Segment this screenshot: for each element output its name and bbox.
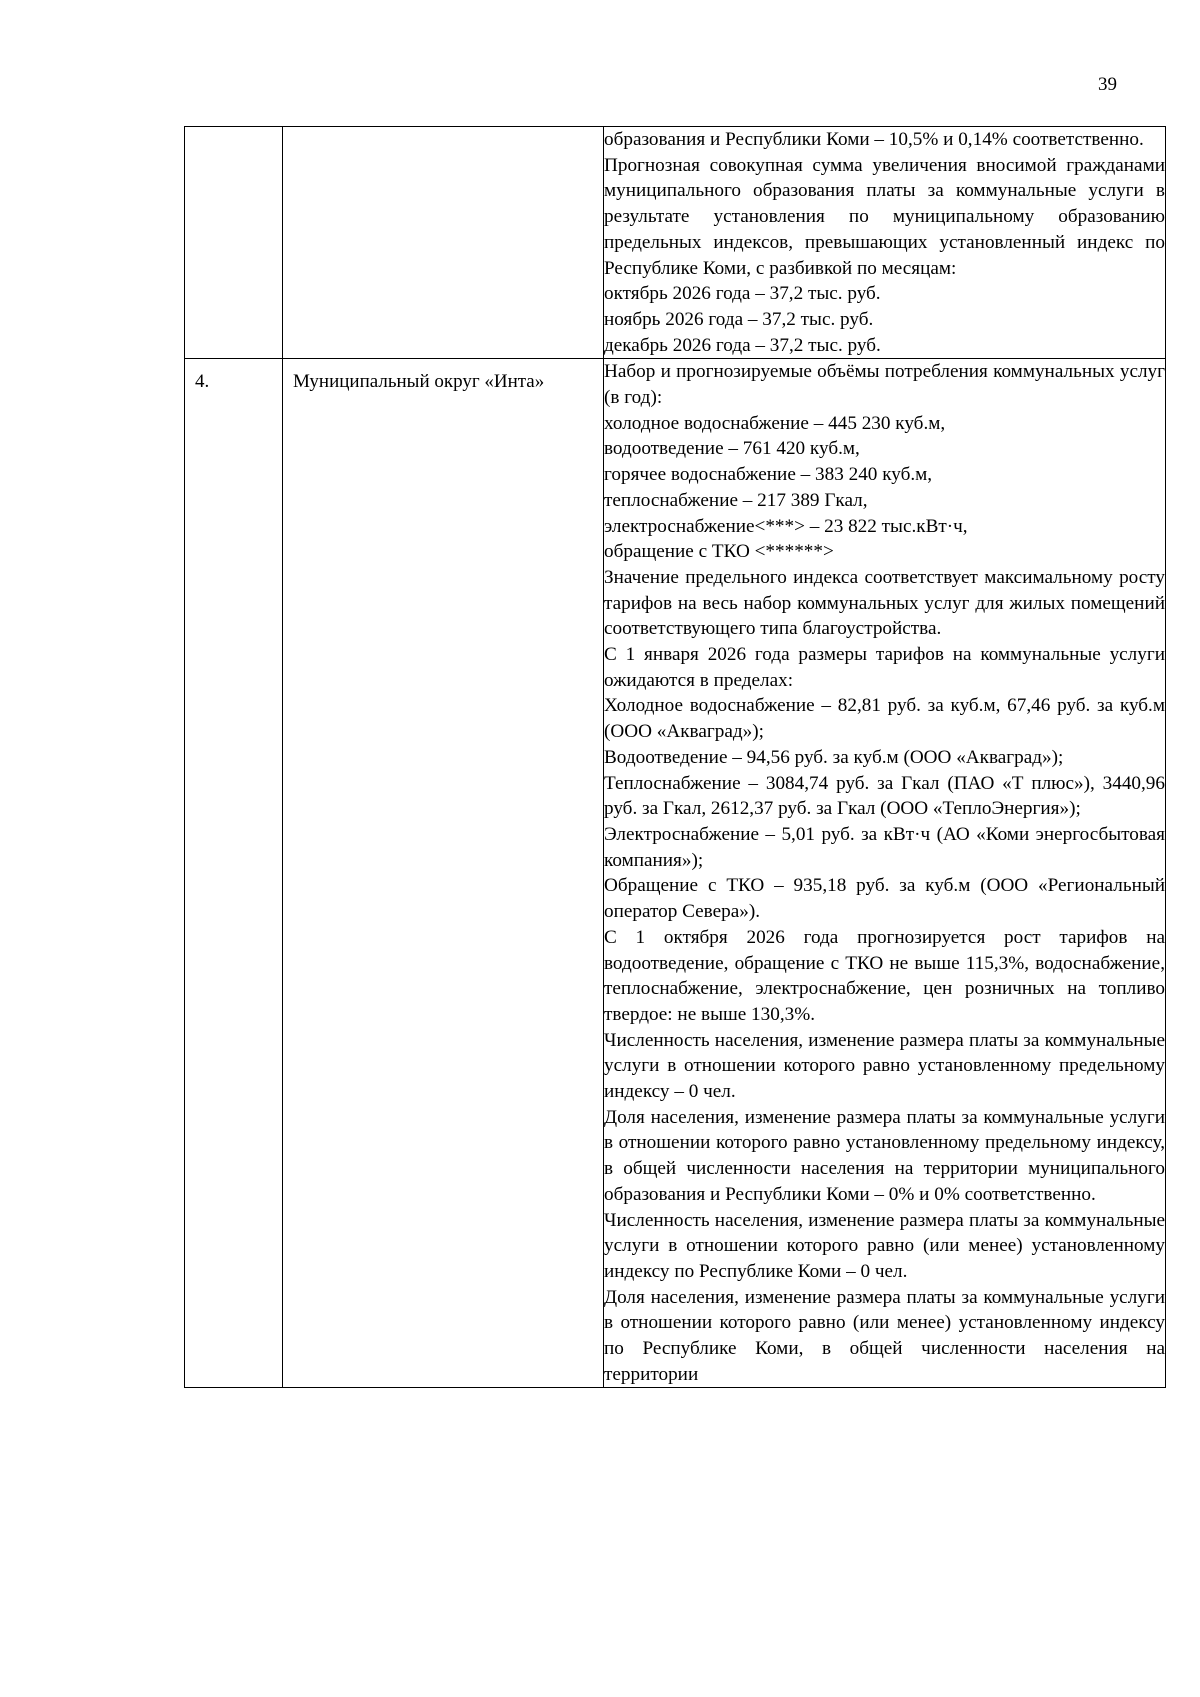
municipal-index-table [184,126,1166,1388]
description-cell [604,127,1166,359]
table-row [185,127,1166,359]
description-paragraph: Доля населения, изменение размера платы за коммунальные услуги в отношении которого равно установленному предельному индексу, в общей численности населения на территории муниципального образования и Республики Коми – 0% и 0% соответственно. [604,1106,1165,1205]
description-paragraph: Обращение с ТКО – 935,18 руб. за куб.м (ООО «Региональный оператор Севера»). [604,875,1165,923]
municipality-name-cell [283,127,604,359]
description-cell [604,359,1166,1388]
description-paragraph: водоотведение – 761 420 куб.м, [604,438,860,460]
description-paragraph: электроснабжение<***> – 23 822 тыс.кВт·ч, [604,515,968,537]
description-paragraph: декабрь 2026 года – 37,2 тыс. руб. [604,334,881,356]
description-text [604,359,1165,1387]
description-paragraph: Численность населения, изменение размера платы за коммунальные услуги в отношении которого равно (или менее) установленному индексу по Республике Коми – 0 чел. [604,1209,1165,1282]
row-number-cell [185,359,283,1388]
description-paragraph: Электроснабжение – 5,01 руб. за кВт·ч (АО «Коми энергосбытовая компания»); [604,823,1165,871]
description-paragraph: С 1 октября 2026 года прогнозируется рост тарифов на водоотведение, обращение с ТКО не выше 115,3%, водоснабжение, теплоснабжение, электроснабжение, цен розничных на топливо твердое: не выше 130,3%. [604,926,1165,1025]
description-text [604,127,1165,358]
description-paragraph: Доля населения, изменение размера платы за коммунальные услуги в отношении которого равно (или менее) установленному индексу по Республике Коми, в общей численности населения на территории [604,1286,1165,1385]
description-paragraph: холодное водоснабжение – 445 230 куб.м, [604,412,946,434]
description-paragraph: Численность населения, изменение размера платы за коммунальные услуги в отношении которого равно установленному предельному индексу – 0 чел. [604,1029,1165,1103]
description-paragraph: обращение с ТКО <******> [604,541,834,563]
row-number: 4. [195,371,210,393]
municipality-name [283,127,603,137]
description-paragraph: Прогнозная совокупная сумма увеличения вносимой гражданами муниципального образования платы за коммунальные услуги в результате установления по муниципальному образованию предельных индексов, превышающих установленный индекс по Республике Коми, с разбивкой по месяцам: [604,154,1165,279]
description-paragraph: горячее водоснабжение – 383 240 куб.м, [604,464,933,486]
description-paragraph: образования и Республики Коми – 10,5% и 0,14% соответственно. [604,129,1144,150]
description-paragraph: Набор и прогнозируемые объёмы потребления коммунальных услуг (в год): [604,361,1165,409]
description-paragraph: Водоотведение – 94,56 руб. за куб.м (ООО «Акваград»); [604,746,1064,768]
municipality-name: Муниципальный округ «Инта» [293,371,545,393]
description-paragraph: теплоснабжение – 217 389 Гкал, [604,489,868,511]
description-paragraph: Теплоснабжение – 3084,74 руб. за Гкал (ПАО «Т плюс»), 3440,96 руб. за Гкал, 2612,37 руб. за Гкал (ООО «ТеплоЭнергия»); [604,772,1165,820]
row-number-cell [185,127,283,359]
description-paragraph: Значение предельного индекса соответствует максимальному росту тарифов на весь набор коммунальных услуг для жилых помещений соответствующего типа благоустройства. [604,566,1165,640]
municipality-name-cell [283,359,604,1388]
row-number [185,127,282,137]
table-row [185,359,1166,1388]
page-number: 39 [1098,74,1117,95]
description-paragraph: Холодное водоснабжение – 82,81 руб. за куб.м, 67,46 руб. за куб.м (ООО «Акваград»); [604,695,1165,743]
description-paragraph: октябрь 2026 года – 37,2 тыс. руб. [604,283,881,305]
description-paragraph: ноябрь 2026 года – 37,2 тыс. руб. [604,308,874,330]
description-paragraph: С 1 января 2026 года размеры тарифов на коммунальные услуги ожидаются в пределах: [604,644,1165,691]
